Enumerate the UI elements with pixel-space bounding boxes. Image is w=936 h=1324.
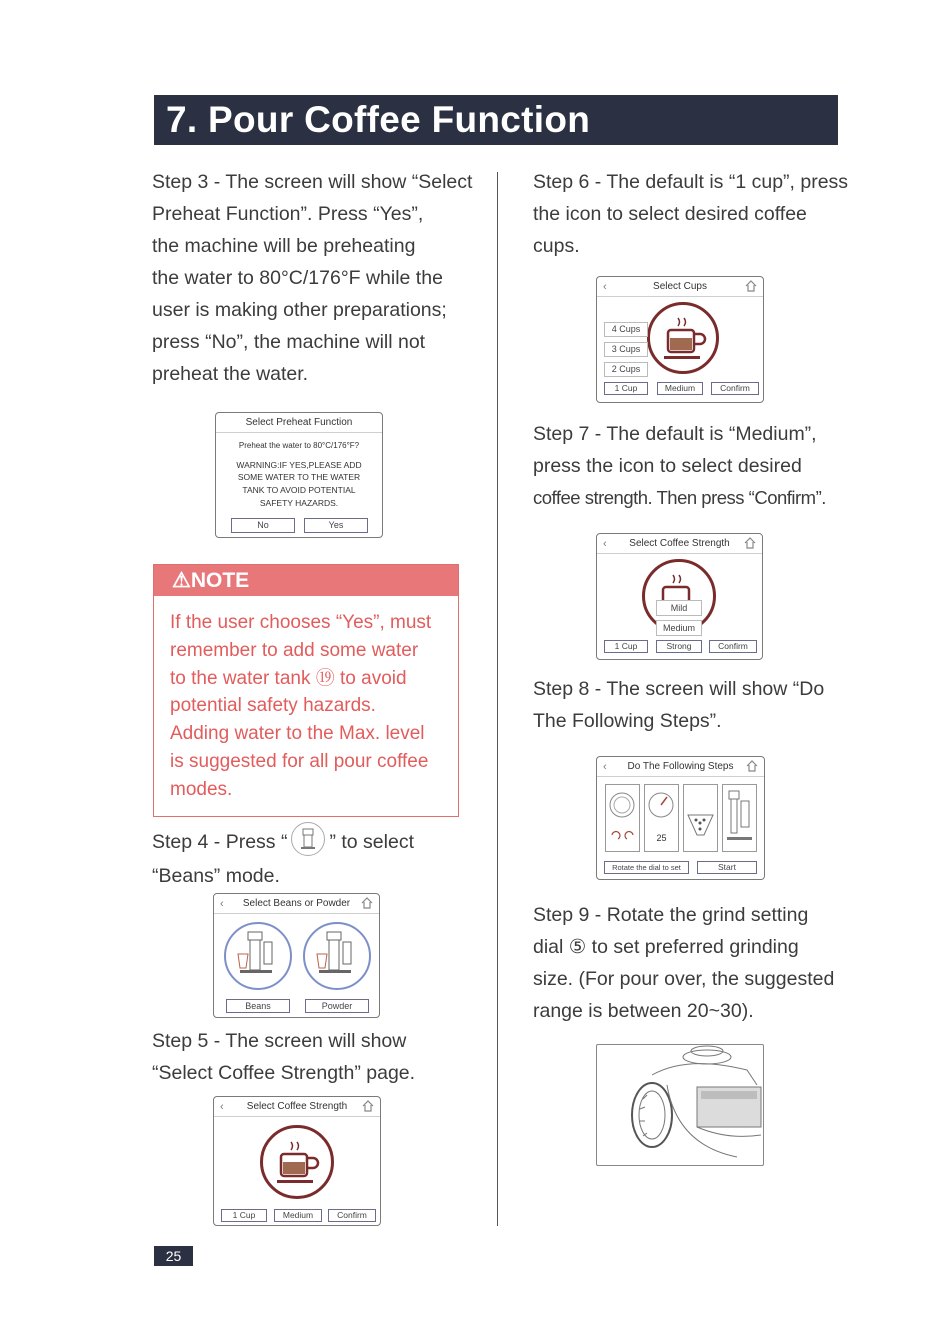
strength-screen-2 [596,533,763,660]
cups-button[interactable]: 1 Cup [604,382,648,395]
step3-line: Preheat Function”. Press “Yes”, [152,203,424,225]
step7-line: press the icon to select desired [533,455,802,477]
strength-screen-1 [213,1096,381,1226]
step3-line: press “No”, the machine will not [152,331,426,353]
strength-option-mild[interactable]: Mild [656,600,702,616]
dial-value: 25 [656,833,667,843]
back-icon[interactable]: ‹ [220,1101,224,1113]
preheat-question: Preheat the water to 80°C/176°F? [238,441,360,450]
strength-screen-1-header [214,1097,380,1117]
step5-text [152,1025,415,1089]
step8-line: The Following Steps”. [533,710,722,732]
step7-line: coffee strength. Then press “Confirm”. [533,487,826,508]
step9-line: Step 9 - Rotate the grind setting [533,904,809,926]
step9-line: size. (For pour over, the suggested [533,968,835,990]
step3-line: preheat the water. [152,363,309,385]
preheat-no-button[interactable]: No [231,518,295,533]
confirm-button[interactable]: Confirm [328,1209,376,1222]
column-divider [497,172,498,1226]
preheat-warning-3: TANK TO AVOID POTENTIAL [242,485,356,495]
note-line: to the water tank ⑲ to avoid [170,667,407,689]
step6-line: cups. [533,235,580,257]
strength-button[interactable]: Strong [656,640,702,653]
preheat-yes-button[interactable]: Yes [304,518,368,533]
step-panel-dial [644,784,679,852]
home-icon[interactable] [743,536,757,550]
powder-button[interactable]: Powder [305,999,369,1013]
note-line: If the user chooses “Yes”, must [170,612,432,633]
step6-line: Step 6 - The default is “1 cup”, press [533,171,849,193]
step3-line: the water to 80°C/176°F while the [152,267,443,289]
confirm-button[interactable]: Confirm [711,382,759,395]
note-line: potential safety hazards. [170,695,376,717]
note-header [154,565,458,596]
step6-text [533,166,848,262]
start-button[interactable]: Start [697,861,757,874]
step9-text [533,899,834,1027]
cups-screen-header [597,277,763,297]
step7-line: Step 7 - The default is “Medium”, [533,423,817,445]
preheat-warning-1: WARNING:IF YES,PLEASE ADD [236,460,362,470]
note-text [170,609,431,804]
home-icon[interactable] [745,759,759,773]
powder-option-icon[interactable] [303,922,371,990]
cups-button[interactable]: 1 Cup [604,640,648,653]
step-panel-pour [683,784,718,852]
beans-screen-header [214,894,379,914]
strength-option-medium[interactable]: Medium [656,620,702,636]
step-panel-machine [722,784,757,852]
cups-option-2[interactable]: 2 Cups [604,362,648,377]
strength-screen-2-title: Select Coffee Strength [629,538,730,549]
step3-line: user is making other preparations; [152,299,447,321]
grinder-dial-illustration [596,1044,764,1166]
step-panel-rotate [605,784,640,852]
strength-button[interactable]: Medium [274,1209,322,1222]
note-box [153,564,459,817]
home-icon[interactable] [744,279,758,293]
home-icon[interactable] [361,1099,375,1113]
home-icon[interactable] [360,896,374,910]
strength-screen-2-header [597,534,762,554]
note-title: ⚠NOTE [172,569,250,592]
preheat-screen-title: Select Preheat Function [216,413,382,433]
cup-icon[interactable] [647,302,719,374]
following-steps-screen [596,756,765,880]
back-icon[interactable]: ‹ [220,898,224,910]
step7-text [533,418,826,514]
step4-text-a: Step 4 - Press “ [152,831,288,854]
step4-text-b: ” to select [329,831,415,854]
note-line: Adding water to the Max. level [170,723,425,745]
beans-mode-icon [291,822,325,856]
page-number: 25 [154,1246,193,1266]
rotate-dial-button[interactable]: Rotate the dial to set [604,861,689,874]
beans-button[interactable]: Beans [226,999,290,1013]
following-steps-header [597,757,764,777]
strength-button[interactable]: Medium [657,382,703,395]
cups-screen [596,276,764,403]
cups-option-3[interactable]: 3 Cups [604,342,648,357]
preheat-warning-2: SOME WATER TO THE WATER [237,472,361,482]
section-title-bar [154,95,838,145]
step3-line: the machine will be preheating [152,235,416,257]
step5-line: “Select Coffee Strength” page. [152,1062,416,1084]
beans-option-icon[interactable] [224,922,292,990]
step8-text [533,673,824,737]
back-icon[interactable]: ‹ [603,281,607,293]
back-icon[interactable]: ‹ [603,538,607,550]
beans-screen-title: Select Beans or Powder [242,898,351,909]
note-line: remember to add some water [170,639,419,661]
cups-screen-title: Select Cups [653,281,707,292]
step4-text [152,826,414,892]
step4-line-1 [152,826,414,860]
note-line: is suggested for all pour coffee [170,750,429,772]
step9-line: range is between 20~30). [533,1000,754,1022]
cup-icon[interactable] [260,1125,334,1199]
strength-screen-1-title: Select Coffee Strength [246,1101,348,1112]
confirm-button[interactable]: Confirm [709,640,757,653]
cups-button[interactable]: 1 Cup [221,1209,267,1222]
preheat-warning-4: SAFETY HAZARDS. [259,498,339,508]
note-line: modes. [170,778,233,800]
following-steps-title: Do The Following Steps [627,761,734,772]
step8-line: Step 8 - The screen will show “Do [533,678,825,700]
section-title: 7. Pour Coffee Function [166,99,591,140]
step3-text [152,166,472,390]
back-icon[interactable]: ‹ [603,761,607,773]
step5-line: Step 5 - The screen will show [152,1030,407,1052]
cups-option-4[interactable]: 4 Cups [604,322,648,337]
preheat-screen [215,412,383,538]
step6-line: the icon to select desired coffee [533,203,807,225]
beans-screen [213,893,380,1018]
step9-line: dial ⑤ to set preferred grinding [533,936,799,958]
step4-line-2: “Beans” mode. [152,865,280,887]
step3-line: Step 3 - The screen will show “Select [152,171,473,193]
